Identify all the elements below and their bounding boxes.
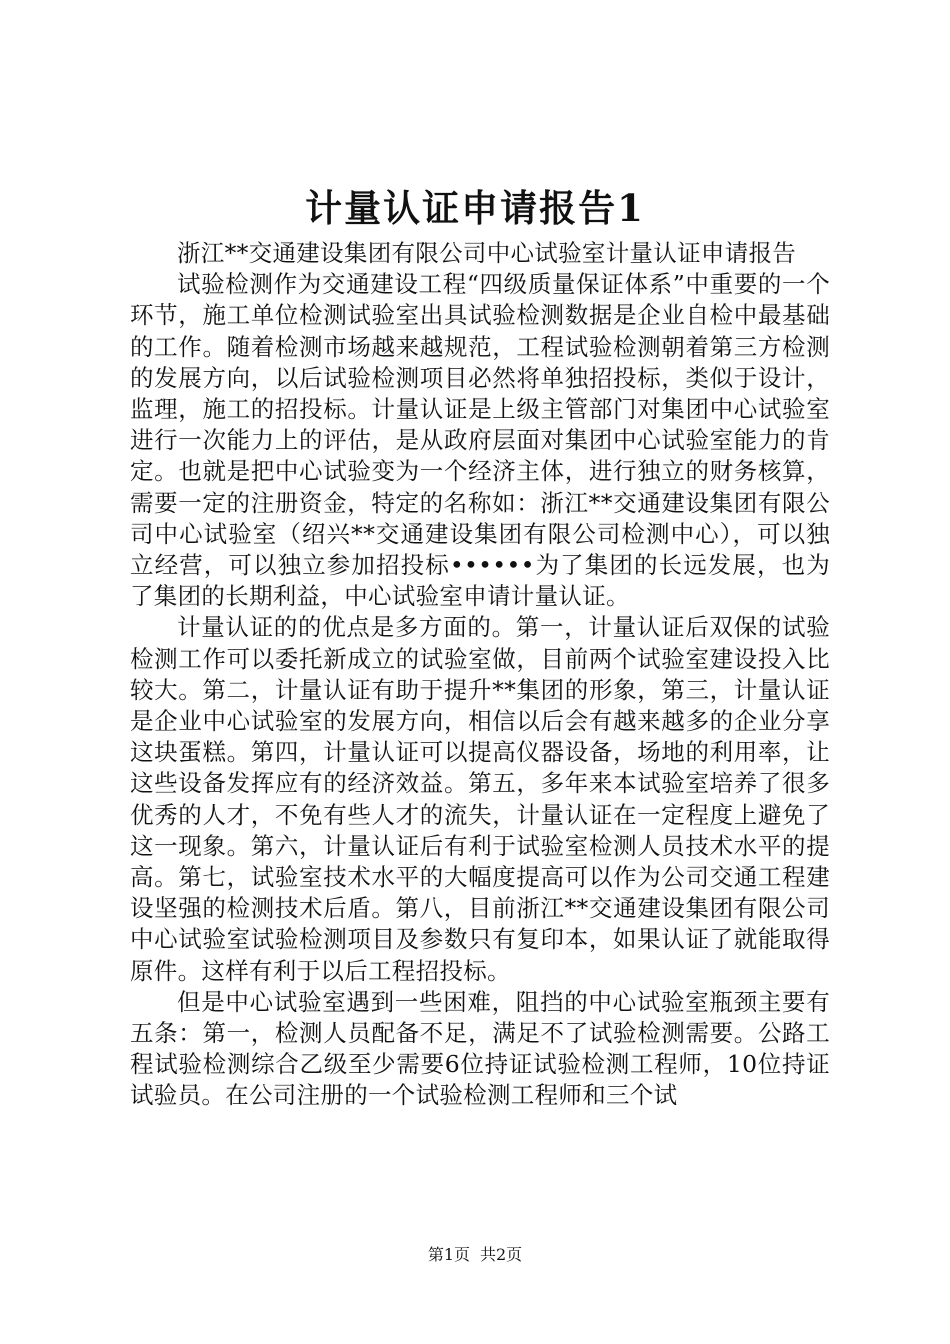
paragraph-background: 试验检测作为交通建设工程“四级质量保证体系”中重要的一个环节，施工单位检测试验室出具试验检测数据是企业自检中最基础的工作。随着检测市场越来越规范，工程试验检测朝着第三方检测的发展方向，以后试验检测项目必然将单独招投标，类似于设计，监理，施工的招投标。计量认证是上级主管部门对集团中心试验室进行一次能力上的评估，是从政府层面对集团中心试验室能力的肯定。也就是把中心试验变为一个经济主体，进行独立的财务核算，需要一定的注册资金，特定的名称如：浙江**交通建设集团有限公司中心试验室（绍兴**交通建设集团有限公司检测中心），可以独立经营，可以独立参加招投标••••••为了集团的长远发展，也为了集团的长期利益，中心试验室申请计量认证。 [130,270,830,611]
page-total: 共2页 [480,1245,523,1264]
document-title: 计量认证申请报告1 [305,186,645,230]
paragraph-report-heading: 浙江**交通建设集团有限公司中心试验室计量认证申请报告 [177,239,797,267]
document-body [130,238,830,1112]
paragraph-advantages: 计量认证的的优点是多方面的。第一，计量认证后双保的试验检测工作可以委托新成立的试验室做，目前两个试验室建设投入比较大。第二，计量认证有助于提升**集团的形象，第三，计量认证是企业中心试验室的发展方向，相信以后会有越来越多的企业分享这块蛋糕。第四，计量认证可以提高仪器设备，场地的利用率，让这些设备发挥应有的经济效益。第五，多年来本试验室培养了很多优秀的人才，不免有些人才的流失，计量认证在一定程度上避免了这一现象。第六，计量认证后有利于试验室检测人员技术水平的提高。第七，试验室技术水平的大幅度提高可以作为公司交通工程建设坚强的检测技术后盾。第八，目前浙江**交通建设集团有限公司中心试验室试验检测项目及参数只有复印本，如果认证了就能取得原件。这样有利于以后工程招投标。 [130,613,830,985]
page-number: 第1页 [427,1245,470,1264]
page-footer [0,1244,950,1266]
paragraph-difficulties: 但是中心试验室遇到一些困难，阻挡的中心试验室瓶颈主要有五条：第一，检测人员配备不足，满足不了试验检测需要。公路工程试验检测综合乙级至少需要6位持证试验检测工程师，10位持证试验员。在公司注册的一个试验检测工程师和三个试 [130,987,830,1110]
